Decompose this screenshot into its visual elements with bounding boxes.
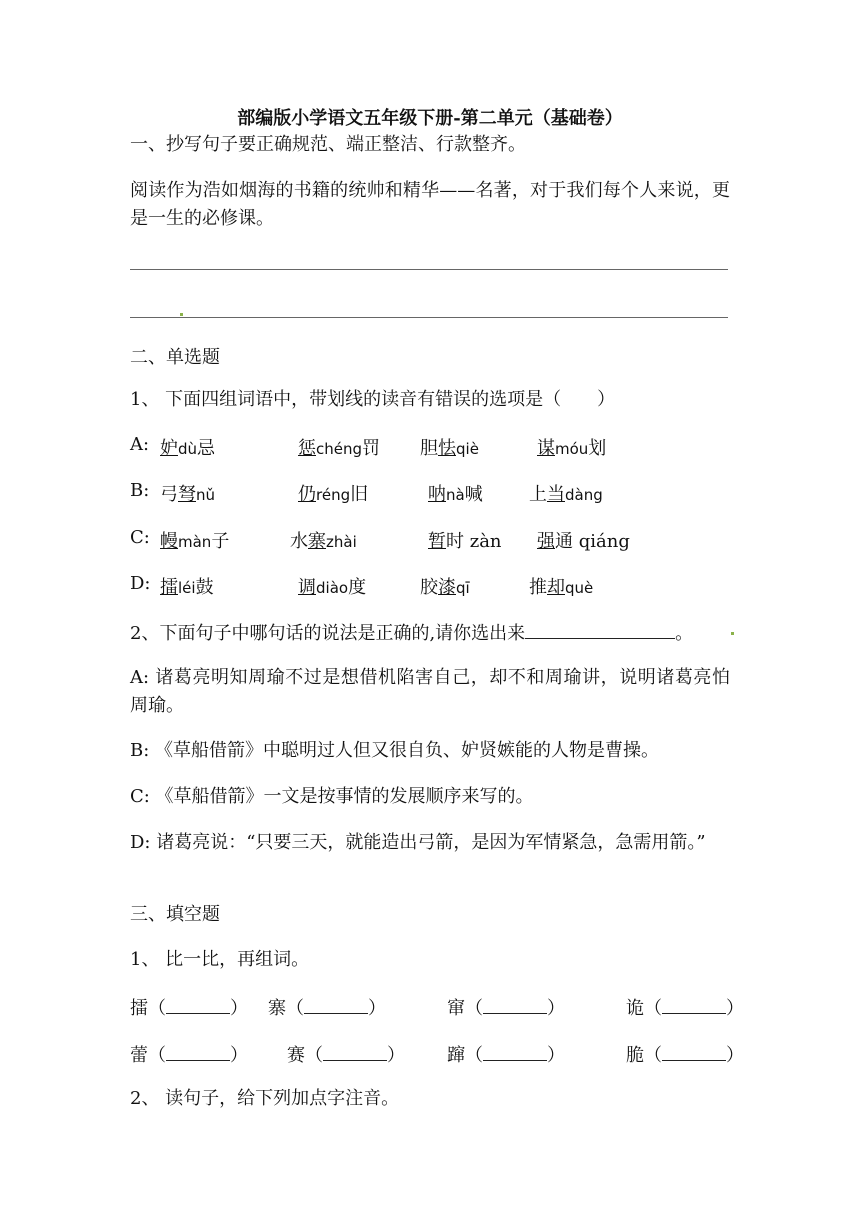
question-2-text: 2、下面句子中哪句话的说法是正确的,请你选出来	[130, 623, 526, 644]
underlined-char: 漆	[438, 577, 456, 598]
fill-blank[interactable]	[662, 997, 726, 1014]
section3-heading: 三、填空题	[130, 904, 220, 925]
fill-blank[interactable]	[166, 1044, 230, 1061]
underlined-char: 暂	[428, 531, 446, 552]
word-item: 上当dàng	[529, 484, 603, 505]
char-blank: 蹿（ ）	[447, 1045, 565, 1066]
option-row: B:	[130, 480, 150, 501]
underlined-char: 当	[547, 484, 565, 505]
word-item: 惩chéng罚	[298, 438, 381, 459]
q2-option-b: B: 《草船借箭》中聪明过人但又很自负、妒贤嫉能的人物是曹操。	[130, 740, 660, 761]
fill-blank[interactable]	[662, 1044, 726, 1061]
char-blank: 赛（ ）	[287, 1045, 405, 1066]
fill-blank[interactable]	[304, 997, 368, 1014]
marker-dot	[731, 632, 734, 635]
fill-blank[interactable]	[483, 997, 547, 1014]
underlined-char: 仍	[298, 484, 316, 505]
word-item: 呐nà喊	[428, 484, 483, 505]
word-item: 推却què	[529, 577, 594, 598]
char-blank: 蕾（ ）	[130, 1045, 248, 1066]
underlined-char: 强	[537, 531, 555, 552]
word-item: 谋móu划	[537, 438, 607, 459]
word-item: 幔màn子	[160, 531, 230, 552]
char-blank: 寨（ ）	[268, 998, 386, 1019]
question-1: 1、 下面四组词语中，带划线的读音有错误的选项是（ ）	[130, 389, 616, 410]
answer-blank[interactable]	[525, 622, 675, 639]
question-2	[130, 622, 693, 646]
q2-option-a: A: 诸葛亮明知周瑜不过是想借机陷害自己，却不和周瑜讲，说明诸葛亮怕周瑜。	[130, 667, 730, 716]
word-item: 水寨zhài	[290, 531, 357, 552]
underlined-char: 却	[547, 577, 565, 598]
page-title: 部编版小学语文五年级下册-第二单元（基础卷）	[237, 108, 623, 129]
word-item: 强通 qiáng	[537, 531, 630, 552]
q2-option-c: C: 《草船借箭》一文是按事情的发展顺序来写的。	[130, 786, 534, 807]
underlined-char: 呐	[428, 484, 446, 505]
char-blank: 诡（ ）	[626, 998, 744, 1019]
underlined-char: 调	[298, 577, 316, 598]
underlined-char: 谋	[537, 438, 555, 459]
word-item: 妒dù忌	[160, 438, 216, 459]
fill-question-2: 2、 读句子，给下列加点字注音。	[130, 1088, 400, 1109]
underlined-char: 弩	[178, 484, 196, 505]
copy-sentence: 阅读作为浩如烟海的书籍的统帅和精华——名著，对于我们每个人来说，更是一生的必修课。	[130, 180, 730, 229]
word-item: 暂时 zàn	[428, 531, 502, 552]
option-row: D:	[130, 573, 151, 594]
q2-option-d: D: 诸葛亮说：“只要三天，就能造出弓箭，是因为军情紧急，急需用箭。”	[130, 832, 706, 853]
fill-blank[interactable]	[166, 997, 230, 1014]
underlined-char: 妒	[160, 438, 178, 459]
option-row: C:	[130, 527, 150, 548]
char-blank: 擂（ ）	[130, 998, 248, 1019]
underlined-char: 寨	[308, 531, 326, 552]
fill-blank[interactable]	[323, 1044, 387, 1061]
section2-heading: 二、单选题	[130, 347, 220, 368]
word-item: 弓弩nǔ	[160, 484, 216, 505]
word-item: 擂léi鼓	[160, 577, 214, 598]
fill-question-1: 1、 比一比，再组词。	[130, 949, 310, 970]
fill-blank[interactable]	[483, 1044, 547, 1061]
question-2-end: 。	[675, 623, 694, 644]
word-item: 胆怯qiè	[420, 438, 479, 459]
char-blank: 脆（ ）	[626, 1045, 744, 1066]
option-row: A:	[130, 434, 150, 455]
underlined-char: 惩	[298, 438, 316, 459]
word-item: 仍réng旧	[298, 484, 369, 505]
underlined-char: 幔	[160, 531, 178, 552]
underlined-char: 怯	[438, 438, 456, 459]
marker-dot	[180, 313, 183, 316]
word-item: 胶漆qī	[420, 577, 470, 598]
writing-line-1	[130, 269, 728, 270]
section1-heading: 一、抄写句子要正确规范、端正整洁、行款整齐。	[130, 134, 526, 155]
writing-line-2	[130, 317, 728, 318]
underlined-char: 擂	[160, 577, 178, 598]
char-blank: 窜（ ）	[447, 998, 565, 1019]
word-item: 调diào度	[298, 577, 367, 598]
